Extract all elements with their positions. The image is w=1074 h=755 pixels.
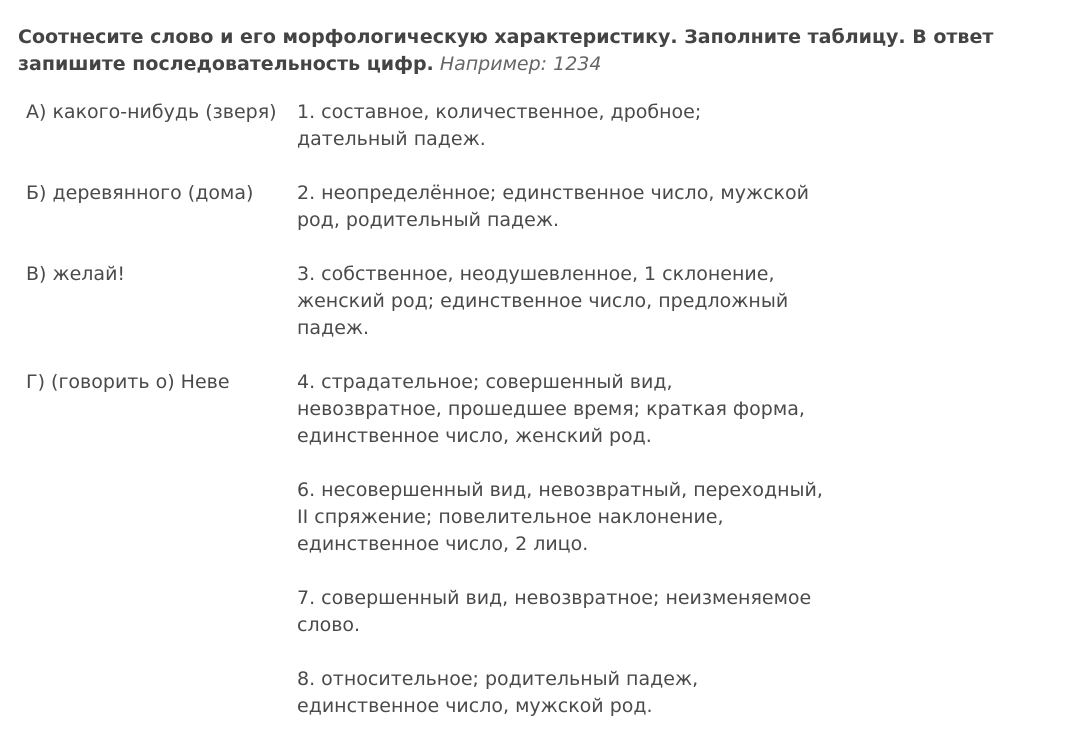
characteristic-1: 1. составное, количественное, дробное; дательный падеж. [297,101,702,150]
characteristic-3: 3. собственное, неодушевленное, 1 склонение, женский род; единственное число, предложный падеж. [297,263,789,339]
characteristic-4: 4. страдательное; совершенный вид, невозвратное, прошедшее время; краткая форма, единственное число, женский род. [297,371,805,447]
task-question: Соотнесите слово и его морфологическую характеристику. Заполните таблицу. В ответ запишите последовательность цифр. [18,26,994,75]
characteristic-2: 2. неопределённое; единственное число, мужской род, родительный падеж. [297,182,809,231]
word-b: Б) деревянного (дома) [26,182,254,204]
characteristic-7: 7. совершенный вид, невозвратное; неизменяемое слово. [297,587,812,636]
word-g: Г) (говорить о) Неве [26,371,230,393]
task-example: Например: 1234 [439,53,602,75]
word-a: А) какого-нибудь (зверя) [26,101,277,123]
word-v: В) желай! [26,263,126,285]
characteristic-6: 6. несовершенный вид, невозвратный, переходный, II спряжение; повелительное наклонение, единственное число, 2 лицо. [297,479,823,555]
task-text [18,24,1058,78]
characteristic-8: 8. относительное; родительный падеж, единственное число, мужской род. [297,668,699,717]
